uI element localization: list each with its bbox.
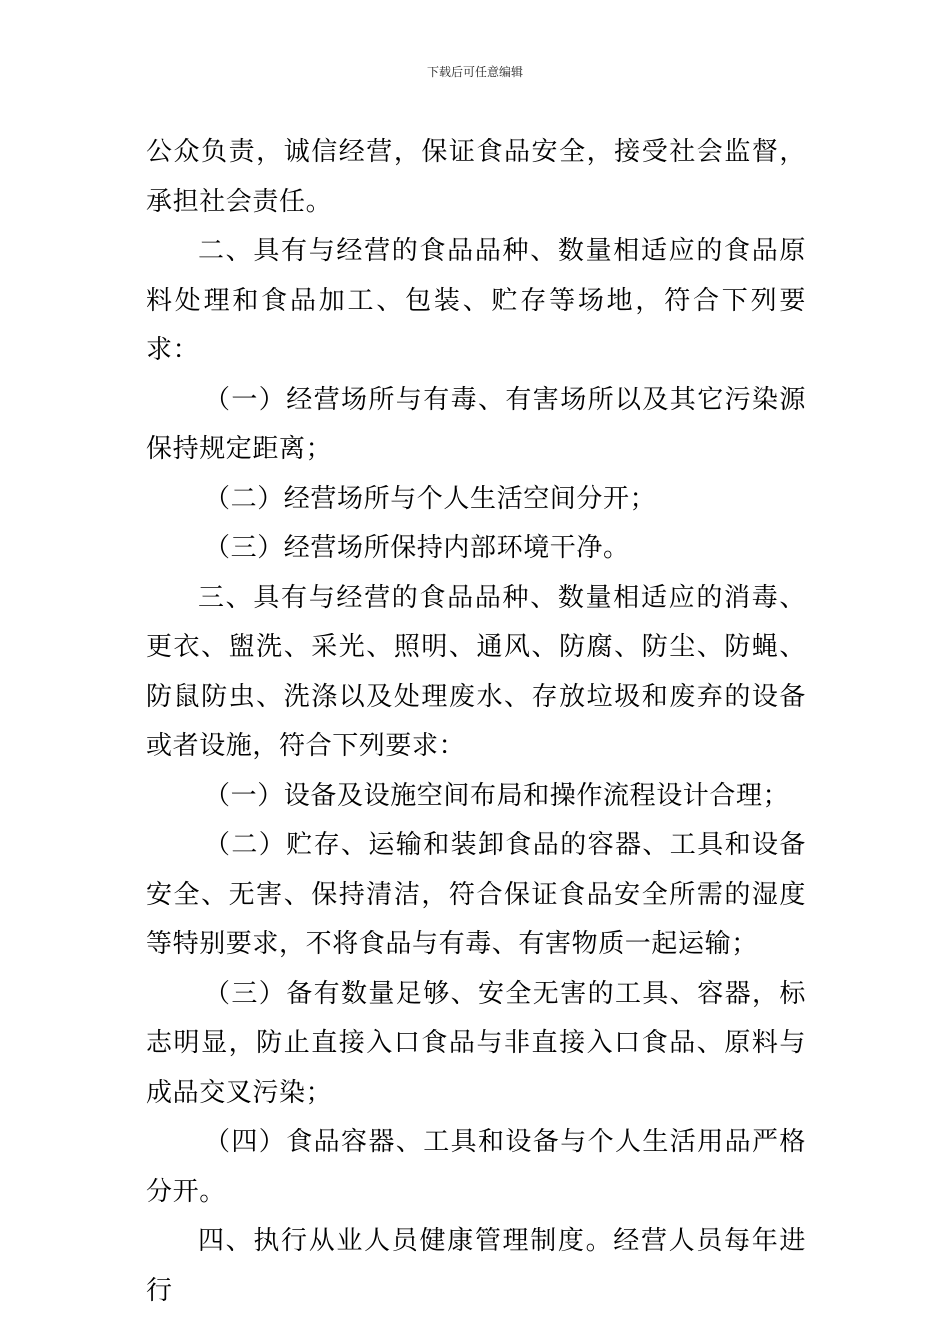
- paragraph-section-3: 三、具有与经营的食品品种、数量相适应的消毒、更衣、盥洗、采光、照明、通风、防腐、防尘、防蝇、防鼠防虫、洗涤以及处理废水、存放垃圾和废弃的设备或者设施，符合下列要求：: [146, 582, 806, 761]
- document-body: [146, 128, 806, 1316]
- paragraph-section-2-item-3: （三）经营场所保持内部环境干净。: [204, 533, 630, 563]
- paragraph-section-3-item-4: （四）食品容器、工具和设备与个人生活用品严格分开。: [146, 1127, 806, 1207]
- paragraph-continuation: 公众负责，诚信经营，保证食品安全，接受社会监督，承担社会责任。: [146, 137, 806, 217]
- paragraph-section-3-item-2: （二）贮存、运输和装卸食品的容器、工具和设备安全、无害、保持清洁，符合保证食品安全所需的湿度等特别要求，不将食品与有毒、有害物质一起运输；: [146, 830, 806, 959]
- paragraph-section-2-item-1: （一）经营场所与有毒、有害场所以及其它污染源保持规定距离；: [146, 384, 806, 464]
- paragraph-section-3-item-3: （三）备有数量足够、安全无害的工具、容器，标志明显，防止直接入口食品与非直接入口食品、原料与成品交叉污染；: [146, 978, 806, 1108]
- page-header-note: 下载后可任意编辑: [426, 65, 523, 79]
- paragraph-section-3-item-1: （一）设备及设施空间布局和操作流程设计合理；: [204, 780, 790, 811]
- paragraph-section-2: 二、具有与经营的食品品种、数量相适应的食品原料处理和食品加工、包装、贮存等场地，符合下列要求：: [146, 236, 806, 365]
- paragraph-section-4: 四、执行从业人员健康管理制度。经营人员每年进行: [146, 1226, 806, 1306]
- paragraph-section-2-item-2: （二）经营场所与个人生活空间分开；: [204, 483, 657, 514]
